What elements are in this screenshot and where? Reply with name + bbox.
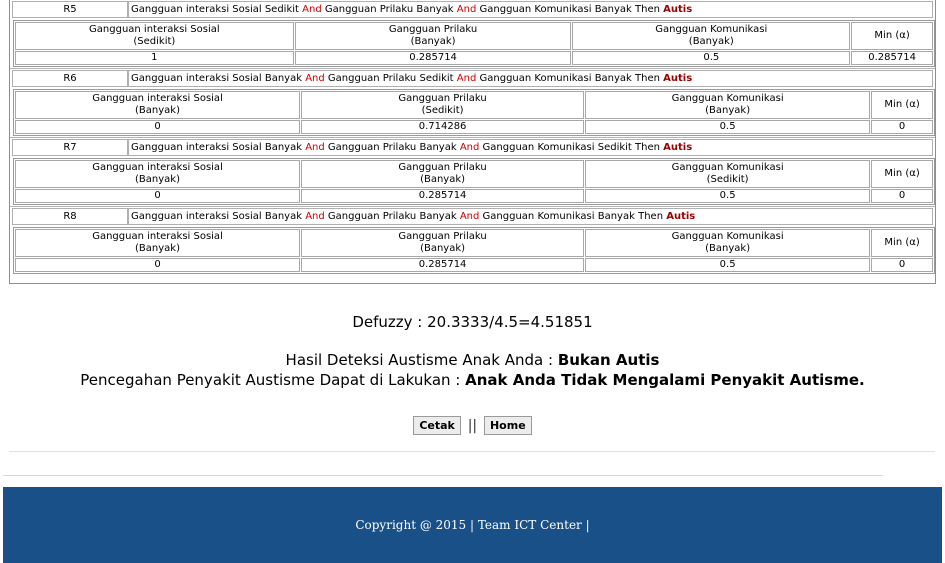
condition-level: Banyak <box>419 142 457 153</box>
rule-min-table <box>13 158 935 205</box>
rule-expression <box>128 70 933 87</box>
condition-level: Sedikit <box>419 73 454 84</box>
column-header <box>15 91 300 119</box>
and-keyword: And <box>456 73 477 84</box>
pencegahan-value: Anak Anda Tidak Mengalami Penyakit Autisme. <box>465 371 865 389</box>
then-keyword: Then <box>638 211 664 222</box>
column-header-label: Gangguan interaksi Sosial <box>89 24 220 35</box>
and-keyword: And <box>305 73 325 84</box>
and-keyword: And <box>305 142 325 153</box>
and-keyword: And <box>456 4 477 15</box>
condition-label: Gangguan Komunikasi <box>482 211 595 222</box>
condition-label: Gangguan interaksi Sosial <box>131 211 262 222</box>
condition-level: Banyak <box>419 211 457 222</box>
rule-output: Autis <box>663 4 693 15</box>
table-cell: 1 <box>15 51 294 65</box>
condition-label: Gangguan interaksi Sosial <box>131 142 262 153</box>
detection-result <box>0 350 945 390</box>
footer-copyright: Copyright @ 2015 | Team ICT Center | <box>355 518 590 532</box>
then-keyword: Then <box>635 142 660 153</box>
rule-expression <box>128 208 933 225</box>
column-header <box>572 22 850 50</box>
condition-level: Sedikit <box>597 142 632 153</box>
column-header-label: Gangguan Komunikasi <box>671 231 784 242</box>
rule-id: R5 <box>12 1 128 18</box>
column-header-label: Gangguan Komunikasi <box>671 162 784 173</box>
table-cell: 0.285714 <box>851 51 933 65</box>
rule-expression <box>128 1 933 18</box>
column-header-level: (Banyak) <box>135 243 180 254</box>
table-cell: 0.285714 <box>295 51 572 65</box>
defuzzy-result: Defuzzy : 20.3333/4.5=4.51851 <box>352 313 593 331</box>
footer <box>3 487 942 563</box>
min-alpha-header: Min (α) <box>871 91 933 119</box>
rules-panel <box>9 0 936 284</box>
divider <box>9 451 935 452</box>
hasil-value: Bukan Autis <box>557 351 660 369</box>
condition-level: Sedikit <box>264 4 299 15</box>
column-header-label: Gangguan interaksi Sosial <box>92 231 223 242</box>
table-cell: 0.5 <box>585 189 870 203</box>
table-header-row <box>15 22 933 50</box>
table-header-row <box>15 160 933 188</box>
condition-level: Banyak <box>264 142 302 153</box>
table-cell: 0.285714 <box>301 258 584 272</box>
condition-label: Gangguan Prilaku <box>327 211 417 222</box>
rule-header <box>10 137 935 156</box>
column-header-label: Gangguan Prilaku <box>398 162 487 173</box>
column-header-level: (Banyak) <box>410 36 456 47</box>
hasil-line <box>0 350 945 370</box>
rule-min-table-wrap <box>10 18 935 68</box>
condition-level: Banyak <box>264 211 302 222</box>
column-header-label: Gangguan interaksi Sosial <box>92 162 223 173</box>
then-keyword: Then <box>635 73 660 84</box>
min-alpha-header: Min (α) <box>871 160 933 188</box>
column-header <box>301 229 584 257</box>
and-keyword: And <box>302 4 322 15</box>
column-header-label: Gangguan Prilaku <box>388 24 478 35</box>
table-header-row <box>15 229 933 257</box>
column-header <box>15 160 300 188</box>
action-bar <box>0 416 945 435</box>
condition-level: Banyak <box>597 211 635 222</box>
rule-min-table-wrap <box>10 156 935 206</box>
condition-label: Gangguan Prilaku <box>327 142 417 153</box>
table-cell: 0.5 <box>585 120 870 134</box>
condition-label: Gangguan Prilaku <box>327 73 417 84</box>
rule-min-table <box>13 89 935 136</box>
table-cell: 0 <box>15 189 300 203</box>
column-header <box>585 91 870 119</box>
column-header <box>301 160 584 188</box>
condition-label: Gangguan Prilaku <box>324 4 414 15</box>
min-alpha-header: Min (α) <box>871 229 933 257</box>
table-cell: 0 <box>871 189 933 203</box>
column-header <box>301 91 584 119</box>
condition-level: Banyak <box>264 73 302 84</box>
hasil-label: Hasil Deteksi Austisme Anak Anda : <box>285 351 558 369</box>
table-row <box>15 51 933 65</box>
then-keyword: Then <box>635 4 660 15</box>
column-header-label: Gangguan interaksi Sosial <box>92 93 223 104</box>
rule-header <box>10 68 935 87</box>
table-cell: 0 <box>15 120 300 134</box>
table-row <box>15 120 933 134</box>
button-separator: || <box>467 417 478 434</box>
table-cell: 0.285714 <box>301 189 584 203</box>
column-header <box>585 229 870 257</box>
column-header-level: (Banyak) <box>420 174 466 185</box>
table-cell: 0.714286 <box>301 120 584 134</box>
and-keyword: And <box>459 211 480 222</box>
rule-output: Autis <box>663 73 693 84</box>
column-header <box>585 160 870 188</box>
rule-min-table <box>13 20 935 67</box>
column-header <box>295 22 572 50</box>
condition-label: Gangguan Komunikasi <box>479 4 592 15</box>
rule-id: R7 <box>12 139 128 156</box>
rule-id: R8 <box>12 208 128 225</box>
column-header-level: (Banyak) <box>420 243 466 254</box>
condition-level: Banyak <box>416 4 454 15</box>
condition-level: Banyak <box>594 4 632 15</box>
condition-label: Gangguan Komunikasi <box>479 73 592 84</box>
condition-label: Gangguan Komunikasi <box>482 142 595 153</box>
condition-label: Gangguan interaksi Sosial <box>131 73 262 84</box>
rule-header <box>10 0 935 18</box>
column-header-label: Gangguan Komunikasi <box>655 24 768 35</box>
column-header-level: (Banyak) <box>705 243 751 254</box>
column-header-level: (Banyak) <box>135 105 180 116</box>
table-row <box>15 189 933 203</box>
and-keyword: And <box>305 211 325 222</box>
condition-label: Gangguan interaksi Sosial <box>131 4 262 15</box>
and-keyword: And <box>459 142 480 153</box>
column-header-level: (Sedikit) <box>706 174 749 185</box>
column-header <box>15 22 294 50</box>
cetak-button[interactable]: Cetak <box>413 416 461 435</box>
pencegahan-line <box>0 370 945 390</box>
condition-level: Banyak <box>594 73 632 84</box>
table-cell: 0 <box>871 120 933 134</box>
rule-output: Autis <box>666 211 696 222</box>
column-header-level: (Banyak) <box>705 105 751 116</box>
column-header-label: Gangguan Prilaku <box>398 93 487 104</box>
table-cell: 0 <box>15 258 300 272</box>
rule-min-table-wrap <box>10 87 935 137</box>
rule-header <box>10 206 935 225</box>
column-header-level: (Banyak) <box>135 174 180 185</box>
table-header-row <box>15 91 933 119</box>
min-alpha-header: Min (α) <box>851 22 933 50</box>
column-header-level: (Banyak) <box>688 36 734 47</box>
rule-id: R6 <box>12 70 128 87</box>
pencegahan-label: Pencegahan Penyakit Austisme Dapat di Lakukan : <box>80 371 466 389</box>
home-button[interactable]: Home <box>484 416 532 435</box>
column-header-label: Gangguan Prilaku <box>398 231 487 242</box>
table-cell: 0.5 <box>585 258 870 272</box>
column-header-level: (Sedikit) <box>133 36 176 47</box>
table-cell: 0.5 <box>572 51 850 65</box>
column-header-label: Gangguan Komunikasi <box>671 93 784 104</box>
rule-expression <box>128 139 933 156</box>
rule-min-table <box>13 227 935 274</box>
rule-output: Autis <box>663 142 693 153</box>
table-cell: 0 <box>871 258 933 272</box>
column-header <box>15 229 300 257</box>
column-header-level: (Sedikit) <box>421 105 464 116</box>
table-row <box>15 258 933 272</box>
divider <box>3 475 883 476</box>
rule-min-table-wrap <box>10 225 935 275</box>
